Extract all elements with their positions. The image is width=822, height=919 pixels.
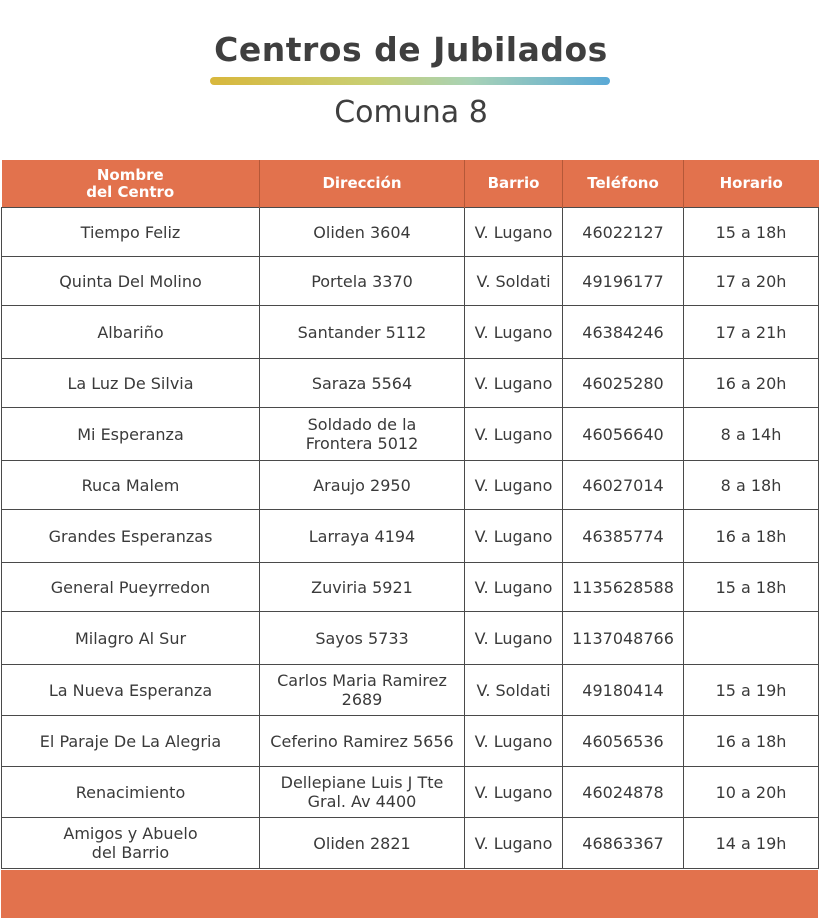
- table-row: [2, 306, 819, 359]
- cell-barrio: V. Lugano: [465, 359, 563, 408]
- cell-nombre: Tiempo Feliz: [2, 208, 260, 257]
- cell-telefono: 46385774: [563, 510, 684, 563]
- cell-nombre: Ruca Malem: [2, 461, 260, 510]
- cell-nombre: Quinta Del Molino: [2, 257, 260, 306]
- cell-horario: 16 a 20h: [684, 359, 819, 408]
- table-row: [2, 563, 819, 612]
- cell-horario: 10 a 20h: [684, 767, 819, 818]
- cell-direccion: Soldado de la Frontera 5012: [260, 408, 465, 461]
- column-header-telefono: Teléfono: [563, 160, 684, 208]
- column-header-nombre: Nombre del Centro: [2, 160, 260, 208]
- page-subtitle: Comuna 8: [334, 95, 488, 130]
- cell-nombre: La Nueva Esperanza: [2, 665, 260, 716]
- cell-nombre: Milagro Al Sur: [2, 612, 260, 665]
- column-header-direccion: Dirección: [260, 160, 465, 208]
- cell-direccion: Dellepiane Luis J Tte Gral. Av 4400: [260, 767, 465, 818]
- cell-telefono: 46863367: [563, 818, 684, 869]
- cell-nombre: Mi Esperanza: [2, 408, 260, 461]
- table-row: [2, 257, 819, 306]
- cell-nombre: Albariño: [2, 306, 260, 359]
- table-body: [2, 208, 819, 869]
- cell-barrio: V. Soldati: [465, 665, 563, 716]
- footer-bar: [1, 870, 818, 918]
- table-row: [2, 461, 819, 510]
- cell-nombre: Amigos y Abuelo del Barrio: [2, 818, 260, 869]
- cell-horario: [684, 612, 819, 665]
- cell-telefono: 49196177: [563, 257, 684, 306]
- table-row: [2, 767, 819, 818]
- cell-telefono: 46024878: [563, 767, 684, 818]
- cell-telefono: 46022127: [563, 208, 684, 257]
- cell-direccion: Carlos Maria Ramirez 2689: [260, 665, 465, 716]
- cell-horario: 17 a 20h: [684, 257, 819, 306]
- cell-telefono: 46056640: [563, 408, 684, 461]
- cell-direccion: Ceferino Ramirez 5656: [260, 716, 465, 767]
- table-row: [2, 612, 819, 665]
- cell-barrio: V. Lugano: [465, 612, 563, 665]
- table-row: [2, 359, 819, 408]
- cell-barrio: V. Lugano: [465, 208, 563, 257]
- cell-direccion: Zuviria 5921: [260, 563, 465, 612]
- cell-telefono: 46384246: [563, 306, 684, 359]
- cell-direccion: Sayos 5733: [260, 612, 465, 665]
- column-header-horario: Horario: [684, 160, 819, 208]
- column-header-barrio: Barrio: [465, 160, 563, 208]
- cell-telefono: 49180414: [563, 665, 684, 716]
- cell-barrio: V. Lugano: [465, 767, 563, 818]
- cell-horario: 16 a 18h: [684, 510, 819, 563]
- table-row: [2, 510, 819, 563]
- cell-barrio: V. Lugano: [465, 716, 563, 767]
- cell-nombre: La Luz De Silvia: [2, 359, 260, 408]
- cell-barrio: V. Lugano: [465, 818, 563, 869]
- cell-horario: 15 a 18h: [684, 563, 819, 612]
- cell-telefono: 46027014: [563, 461, 684, 510]
- table-row: [2, 208, 819, 257]
- title-underline: [210, 77, 610, 85]
- cell-barrio: V. Lugano: [465, 461, 563, 510]
- cell-telefono: 1135628588: [563, 563, 684, 612]
- cell-direccion: Portela 3370: [260, 257, 465, 306]
- page-title: Centros de Jubilados: [214, 30, 608, 69]
- cell-nombre: General Pueyrredon: [2, 563, 260, 612]
- cell-direccion: Larraya 4194: [260, 510, 465, 563]
- cell-horario: 15 a 19h: [684, 665, 819, 716]
- cell-direccion: Saraza 5564: [260, 359, 465, 408]
- centers-table: [1, 160, 819, 869]
- cell-barrio: V. Lugano: [465, 563, 563, 612]
- table-row: [2, 408, 819, 461]
- cell-barrio: V. Lugano: [465, 408, 563, 461]
- cell-telefono: 46025280: [563, 359, 684, 408]
- cell-barrio: V. Soldati: [465, 257, 563, 306]
- cell-barrio: V. Lugano: [465, 510, 563, 563]
- table-row: [2, 665, 819, 716]
- cell-horario: 14 a 19h: [684, 818, 819, 869]
- cell-horario: 8 a 18h: [684, 461, 819, 510]
- cell-horario: 17 a 21h: [684, 306, 819, 359]
- table-row: [2, 818, 819, 869]
- table-header-row: [2, 160, 819, 208]
- cell-direccion: Santander 5112: [260, 306, 465, 359]
- cell-horario: 15 a 18h: [684, 208, 819, 257]
- cell-barrio: V. Lugano: [465, 306, 563, 359]
- cell-direccion: Araujo 2950: [260, 461, 465, 510]
- table-row: [2, 716, 819, 767]
- cell-horario: 8 a 14h: [684, 408, 819, 461]
- cell-horario: 16 a 18h: [684, 716, 819, 767]
- cell-nombre: Grandes Esperanzas: [2, 510, 260, 563]
- cell-telefono: 1137048766: [563, 612, 684, 665]
- cell-nombre: El Paraje De La Alegria: [2, 716, 260, 767]
- cell-nombre: Renacimiento: [2, 767, 260, 818]
- cell-telefono: 46056536: [563, 716, 684, 767]
- cell-direccion: Oliden 2821: [260, 818, 465, 869]
- cell-direccion: Oliden 3604: [260, 208, 465, 257]
